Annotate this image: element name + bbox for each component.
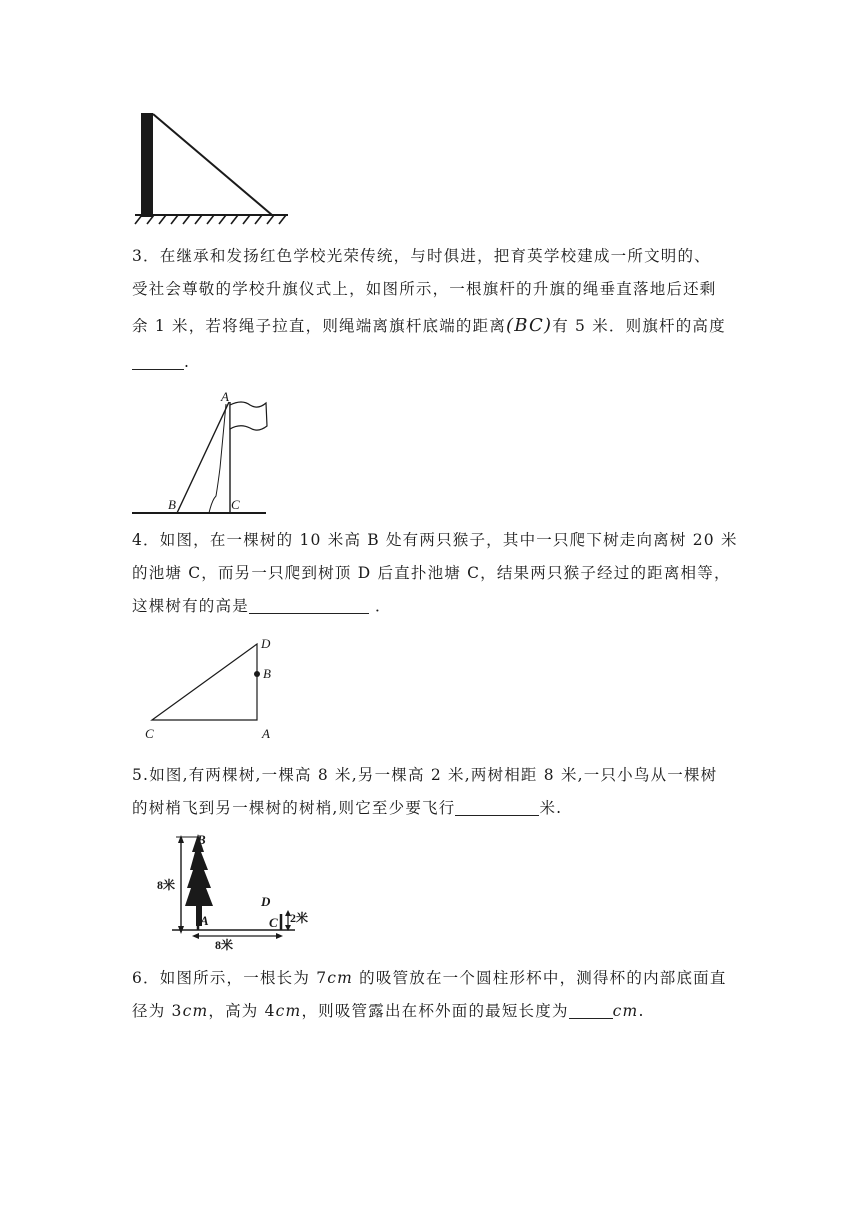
q3-line-3: 余 1 米，若将绳子拉直，则绳端离旗杆底端的距离(BC)有 5 米．则旗杆的高度 — [132, 315, 726, 336]
label-short-height: 2米 — [290, 911, 309, 925]
figure-two-trees — [150, 830, 320, 952]
answer-blank — [132, 368, 184, 370]
label-distance: 8米 — [215, 938, 234, 952]
figure-flagpole — [132, 388, 292, 516]
q6-line-1: 6．如图所示，一根长为 7cm 的吸管放在一个圆柱形杯中，测得杯的内部底面直 — [132, 969, 727, 987]
label-tall-height: 8米 — [157, 878, 176, 892]
q3-line-1: 3．在继承和发扬红色学校光荣传统，与时俱进，把育英学校建成一所文明的、 — [132, 247, 711, 265]
bc-notation: (BC) — [506, 315, 553, 336]
q4-line-2: 的池塘 C，而另一只爬到树顶 D 后直扑池塘 C，结果两只猴子经过的距离相等， — [132, 564, 731, 582]
label-c: C — [145, 726, 154, 741]
question-3 — [132, 240, 732, 379]
pole — [141, 113, 153, 217]
rope-line — [153, 114, 272, 215]
answer-blank — [249, 612, 369, 614]
slack-rope — [209, 404, 226, 513]
label-a: A — [262, 726, 270, 741]
label-a: A — [221, 389, 229, 404]
q4-line-3: 这棵树有的高是 ． — [132, 597, 392, 615]
q4-line-1: 4．如图，在一棵树的 10 米高 B 处有两只猴子，其中一只爬下树走向离树 20 米 — [132, 531, 738, 549]
question-6 — [132, 962, 732, 1028]
point-b — [254, 671, 260, 677]
q6-line-2: 径为 3cm，高为 4cm，则吸管露出在杯外面的最短长度为 cm. — [132, 1002, 645, 1020]
q3-line-2: 受社会尊敬的学校升旗仪式上，如图所示，一根旗杆的升旗的绳垂直落地后还剩 — [132, 280, 717, 298]
figure-pole-rope — [130, 108, 295, 228]
triangle-cad — [152, 644, 257, 720]
label-d: D — [261, 894, 271, 909]
answer-blank — [455, 814, 539, 816]
answer-blank — [569, 1017, 613, 1019]
label-a: A — [200, 913, 209, 928]
q3-line-4: . — [132, 346, 732, 379]
q5-line-2: 的树梢飞到另一棵树的树梢,则它至少要飞行 米. — [132, 799, 563, 817]
question-4 — [132, 524, 738, 623]
label-b: B — [263, 666, 271, 681]
label-c: C — [231, 497, 240, 512]
ground-hatching — [135, 215, 286, 224]
label-b: B — [197, 832, 206, 847]
flag-icon — [230, 402, 267, 430]
q5-line-1: 5.如图,有两棵树,一棵高 8 米,另一棵高 2 米,两树相距 8 米,一只小鸟从一棵树 — [132, 766, 718, 784]
label-b: B — [168, 497, 176, 512]
label-c: C — [269, 915, 278, 930]
question-5 — [132, 759, 732, 825]
figure-tree-triangle — [140, 634, 280, 744]
label-d: D — [261, 636, 271, 651]
